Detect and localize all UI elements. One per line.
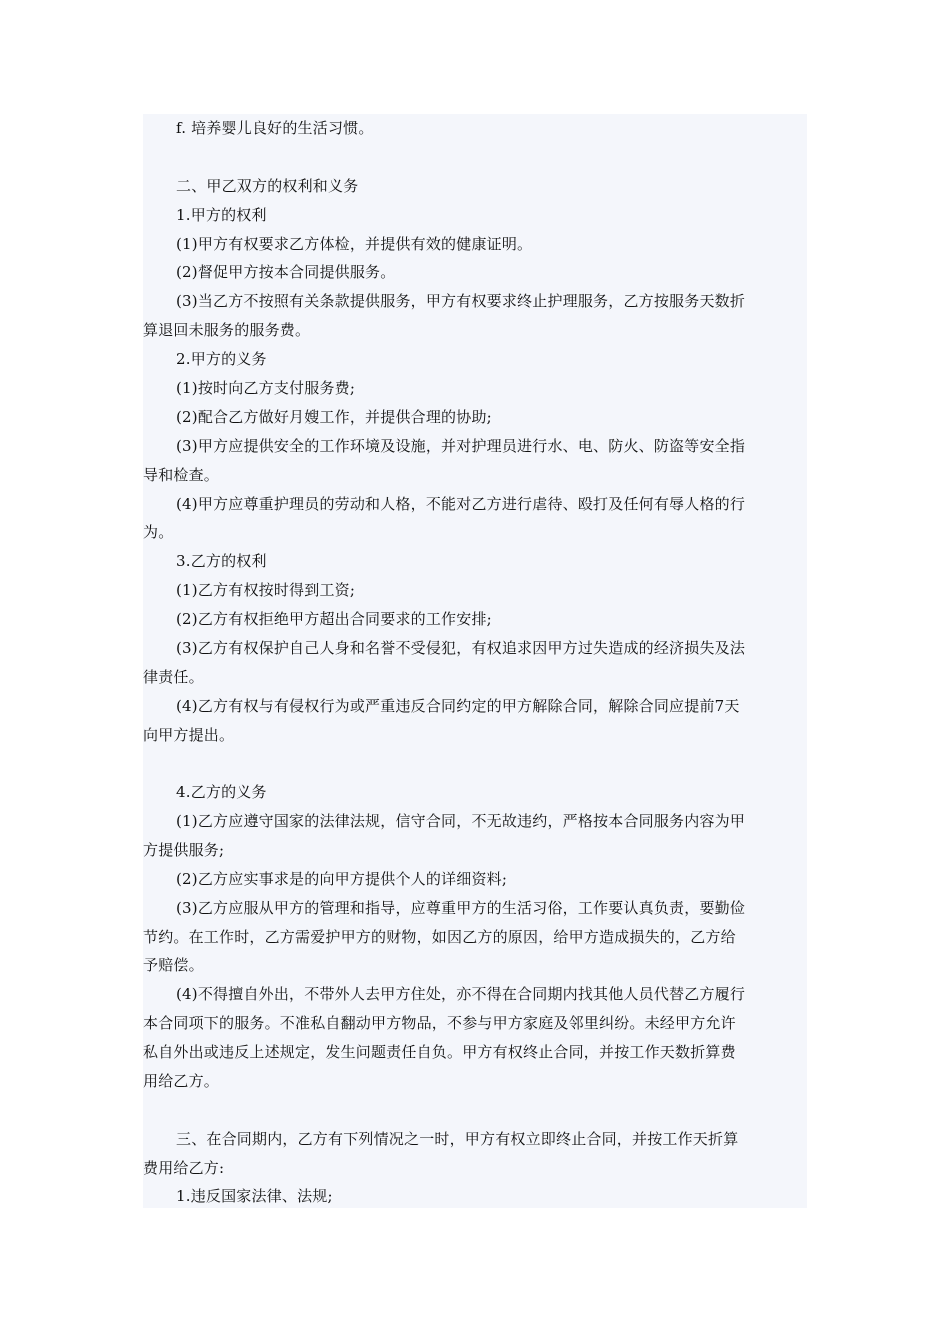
text-line: 私自外出或违反上述规定，发生问题责任自负。甲方有权终止合同，并按工作天数折算费 bbox=[143, 1043, 736, 1061]
text-line: (2)乙方应实事求是的向甲方提供个人的详细资料; bbox=[176, 870, 508, 888]
text-line: (4)甲方应尊重护理员的劳动和人格，不能对乙方进行虐待、殴打及任何有辱人格的行 bbox=[176, 495, 746, 513]
text-line: 导和检查。 bbox=[143, 466, 220, 484]
text-line: 1.违反国家法律、法规; bbox=[176, 1187, 333, 1205]
text-line: 方提供服务; bbox=[143, 841, 225, 859]
text-line: (1)乙方有权按时得到工资; bbox=[176, 581, 356, 599]
text-line: 向甲方提出。 bbox=[143, 726, 235, 744]
text-line: 本合同项下的服务。不准私自翻动甲方物品，不参与甲方家庭及邻里纠纷。未经甲方允许 bbox=[143, 1014, 736, 1032]
subsection-heading: 4.乙方的义务 bbox=[176, 783, 267, 801]
text-line: (4)不得擅自外出，不带外人去甲方住处，亦不得在合同期内找其他人员代替乙方履行 bbox=[176, 985, 746, 1003]
text-line: 律责任。 bbox=[143, 668, 204, 686]
text-line: (1)甲方有权要求乙方体检，并提供有效的健康证明。 bbox=[176, 235, 533, 253]
text-line: (1)乙方应遵守国家的法律法规，信守合同，不无故违约，严格按本合同服务内容为甲 bbox=[176, 812, 746, 830]
text-line: 为。 bbox=[143, 523, 174, 541]
text-line: 用给乙方。 bbox=[143, 1072, 220, 1090]
text-line: (3)乙方有权保护自己人身和名誉不受侵犯，有权追求因甲方过失造成的经济损失及法 bbox=[176, 639, 746, 657]
text-line: f. 培养婴儿良好的生活习惯。 bbox=[176, 119, 374, 137]
subsection-heading: 2.甲方的义务 bbox=[176, 350, 267, 368]
text-line: 算退回未服务的服务费。 bbox=[143, 321, 311, 339]
text-line: (4)乙方有权与有侵权行为或严重违反合同约定的甲方解除合同，解除合同应提前7天 bbox=[176, 697, 740, 715]
text-line: (3)乙方应服从甲方的管理和指导，应尊重甲方的生活习俗，工作要认真负责，要勤俭 bbox=[176, 899, 746, 917]
text-line: (1)按时向乙方支付服务费; bbox=[176, 379, 356, 397]
section-heading: 三、在合同期内，乙方有下列情况之一时，甲方有权立即终止合同，并按工作天折算 bbox=[176, 1130, 739, 1148]
text-line: (3)当乙方不按照有关条款提供服务，甲方有权要求终止护理服务，乙方按服务天数折 bbox=[176, 292, 746, 310]
text-line: 节约。在工作时，乙方需爱护甲方的财物，如因乙方的原因，给甲方造成损失的，乙方给 bbox=[143, 928, 736, 946]
subsection-heading: 3.乙方的权利 bbox=[176, 552, 267, 570]
text-line: (2)督促甲方按本合同提供服务。 bbox=[176, 263, 396, 281]
text-line: 费用给乙方: bbox=[143, 1159, 225, 1177]
document-page bbox=[143, 114, 807, 1208]
text-line: (2)乙方有权拒绝甲方超出合同要求的工作安排; bbox=[176, 610, 492, 628]
text-line: 予赔偿。 bbox=[143, 956, 204, 974]
subsection-heading: 1.甲方的权利 bbox=[176, 206, 267, 224]
text-line: (2)配合乙方做好月嫂工作，并提供合理的协助; bbox=[176, 408, 492, 426]
text-line: (3)甲方应提供安全的工作环境及设施，并对护理员进行水、电、防火、防盗等安全指 bbox=[176, 437, 746, 455]
section-heading: 二、甲乙双方的权利和义务 bbox=[176, 177, 359, 195]
